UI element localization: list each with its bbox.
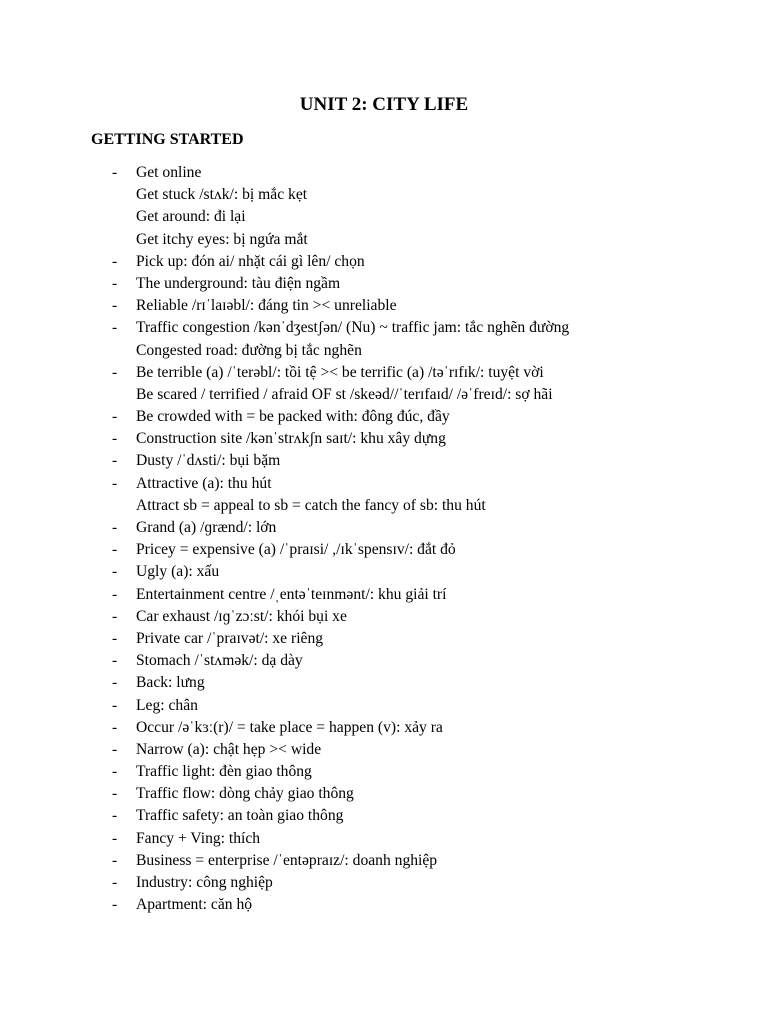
vocabulary-text: Traffic safety: an toàn giao thông bbox=[136, 807, 344, 825]
vocabulary-text: Reliable /rɪˈlaɪəbl/: đáng tin >< unreliable bbox=[136, 297, 397, 315]
vocabulary-line bbox=[0, 739, 768, 761]
vocabulary-text: Be scared / terrified / afraid OF st /skeəd//ˈterɪfaɪd/ /əˈfreɪd/: sợ hãi bbox=[136, 385, 553, 403]
vocabulary-text: Private car /ˈpraɪvət/: xe riêng bbox=[136, 629, 324, 647]
vocabulary-text: Occur /əˈkɜː(r)/ = take place = happen (v): xảy ra bbox=[136, 718, 443, 736]
vocabulary-text: Be terrible (a) /ˈterəbl/: tồi tệ >< be terrific (a) /təˈrɪfɪk/: tuyệt vời bbox=[136, 363, 544, 381]
vocabulary-text: Get around: đi lại bbox=[136, 208, 246, 226]
vocabulary-text: Grand (a) /ɡrænd/: lớn bbox=[136, 519, 277, 536]
vocabulary-line bbox=[0, 384, 768, 406]
bullet-dash: - bbox=[112, 896, 118, 914]
bullet-dash: - bbox=[112, 164, 118, 181]
vocabulary-text: Back: lưng bbox=[136, 674, 205, 692]
vocabulary-line bbox=[0, 517, 768, 539]
bullet-dash: - bbox=[112, 629, 118, 647]
vocabulary-line bbox=[0, 428, 768, 450]
vocabulary-text: Entertainment centre /ˌentəˈteɪnmənt/: khu giải trí bbox=[136, 585, 447, 603]
vocabulary-line bbox=[0, 229, 768, 251]
vocabulary-line bbox=[0, 340, 768, 362]
vocabulary-line bbox=[0, 362, 768, 384]
vocabulary-text: Apartment: căn hộ bbox=[136, 896, 253, 914]
vocabulary-text: Industry: công nghiệp bbox=[136, 874, 273, 891]
page-title: UNIT 2: CITY LIFE bbox=[299, 94, 469, 115]
vocabulary-line bbox=[0, 872, 768, 894]
bullet-dash: - bbox=[112, 519, 118, 536]
vocabulary-text: Car exhaust /ɪɡˈzɔːst/: khói bụi xe bbox=[136, 607, 347, 625]
vocabulary-line bbox=[0, 850, 768, 872]
vocabulary-text: Business = enterprise /ˈentəpraɪz/: doanh nghiệp bbox=[136, 851, 438, 869]
vocabulary-line bbox=[0, 783, 768, 805]
bullet-dash: - bbox=[112, 585, 118, 603]
bullet-dash: - bbox=[112, 363, 118, 381]
vocabulary-line bbox=[0, 695, 768, 717]
vocabulary-line bbox=[0, 184, 768, 206]
bullet-dash: - bbox=[112, 696, 118, 714]
bullet-dash: - bbox=[112, 252, 118, 270]
vocabulary-text: Fancy + Ving: thích bbox=[136, 829, 261, 847]
vocabulary-line bbox=[0, 628, 768, 650]
bullet-dash: - bbox=[112, 430, 118, 448]
vocabulary-text: Ugly (a): xấu bbox=[136, 563, 220, 581]
section-heading: GETTING STARTED bbox=[91, 131, 244, 148]
vocabulary-text: Pick up: đón ai/ nhặt cái gì lên/ chọn bbox=[136, 252, 365, 270]
vocabulary-line bbox=[0, 650, 768, 672]
vocabulary-line bbox=[0, 761, 768, 783]
vocabulary-line bbox=[0, 295, 768, 317]
vocabulary-line bbox=[0, 406, 768, 428]
bullet-dash: - bbox=[112, 607, 118, 625]
vocabulary-line bbox=[0, 273, 768, 295]
vocabulary-text: Get itchy eyes: bị ngứa mắt bbox=[136, 230, 308, 248]
bullet-dash: - bbox=[112, 807, 118, 825]
vocabulary-line bbox=[0, 561, 768, 583]
vocabulary-line bbox=[0, 606, 768, 628]
vocabulary-line bbox=[0, 495, 768, 517]
bullet-dash: - bbox=[112, 452, 118, 470]
bullet-dash: - bbox=[112, 763, 118, 781]
vocabulary-list bbox=[0, 162, 768, 916]
vocabulary-text: Construction site /kənˈstrʌkʃn saɪt/: khu xây dựng bbox=[136, 430, 446, 448]
bullet-dash: - bbox=[112, 674, 118, 692]
vocabulary-text: Narrow (a): chật hẹp >< wide bbox=[136, 740, 322, 758]
vocabulary-text: Traffic light: đèn giao thông bbox=[136, 763, 312, 781]
vocabulary-text: Traffic flow: dòng chảy giao thông bbox=[136, 785, 354, 803]
bullet-dash: - bbox=[112, 652, 118, 670]
bullet-dash: - bbox=[112, 740, 118, 758]
vocabulary-text: Attractive (a): thu hút bbox=[136, 474, 272, 492]
bullet-dash: - bbox=[112, 541, 118, 559]
vocabulary-text: Leg: chân bbox=[136, 696, 198, 714]
bullet-dash: - bbox=[112, 319, 118, 337]
bullet-dash: - bbox=[112, 474, 118, 492]
bullet-dash: - bbox=[112, 718, 118, 736]
vocabulary-line bbox=[0, 828, 768, 850]
bullet-dash: - bbox=[112, 297, 118, 315]
bullet-dash: - bbox=[112, 874, 118, 891]
vocabulary-text: Attract sb = appeal to sb = catch the fancy of sb: thu hút bbox=[136, 496, 486, 514]
vocabulary-text: Pricey = expensive (a) /ˈpraɪsi/ ,/ɪkˈspensɪv/: đắt đỏ bbox=[136, 541, 456, 559]
bullet-dash: - bbox=[112, 274, 118, 292]
vocabulary-line bbox=[0, 805, 768, 827]
vocabulary-text: Congested road: đường bị tắc nghẽn bbox=[136, 341, 362, 359]
bullet-dash: - bbox=[112, 408, 118, 426]
vocabulary-text: Dusty /ˈdʌsti/: bụi bặm bbox=[136, 452, 281, 470]
vocabulary-text: Get online bbox=[136, 164, 202, 181]
bullet-dash: - bbox=[112, 851, 118, 869]
vocabulary-line bbox=[0, 584, 768, 606]
vocabulary-line bbox=[0, 317, 768, 339]
vocabulary-line bbox=[0, 450, 768, 472]
vocabulary-line bbox=[0, 894, 768, 916]
vocabulary-line bbox=[0, 539, 768, 561]
vocabulary-line bbox=[0, 672, 768, 694]
vocabulary-text: Stomach /ˈstʌmək/: dạ dày bbox=[136, 652, 303, 670]
vocabulary-line bbox=[0, 717, 768, 739]
vocabulary-line bbox=[0, 473, 768, 495]
bullet-dash: - bbox=[112, 563, 118, 581]
vocabulary-text: Get stuck /stʌk/: bị mắc kẹt bbox=[136, 186, 308, 204]
bullet-dash: - bbox=[112, 829, 118, 847]
vocabulary-line bbox=[0, 206, 768, 228]
vocabulary-line bbox=[0, 251, 768, 273]
bullet-dash: - bbox=[112, 785, 118, 803]
vocabulary-text: Traffic congestion /kənˈdʒestʃən/ (Nu) ~ traffic jam: tắc nghẽn đường bbox=[136, 319, 570, 337]
vocabulary-text: The underground: tàu điện ngầm bbox=[136, 274, 341, 292]
vocabulary-text: Be crowded with = be packed with: đông đúc, đầy bbox=[136, 408, 450, 426]
vocabulary-line bbox=[0, 162, 768, 184]
